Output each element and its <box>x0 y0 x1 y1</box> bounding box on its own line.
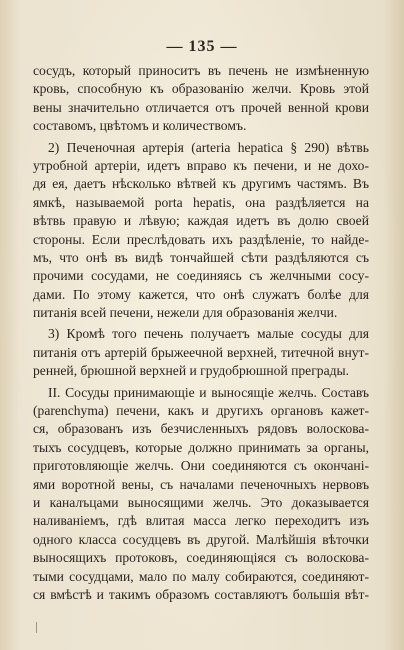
text-line: питанія всей печени, нежели для образованія желчи. <box>33 305 338 321</box>
text-line: приготовляющіе желчь. Они соединяются съ окончані- <box>33 458 369 474</box>
text-line: вѣтвь правую и лѣвую; каждая идетъ въ долю своей <box>33 213 369 229</box>
text-line: питанія отъ артерій брыжеечной верхней, титечной внут- <box>33 344 369 360</box>
text-line: ями воротной вены, съ началами печеночныхъ нервовъ <box>33 476 369 492</box>
text-line: выносящихъ протоковъ, соединяющіяся съ волоскова- <box>33 550 369 566</box>
text-line: ямкѣ, называемой porta hepatis, она раздѣляется на <box>33 194 369 210</box>
text-line: вены значительно отличается отъ прочей венной крови <box>33 99 369 115</box>
text-line: составомъ, цвѣтомъ и количествомъ. <box>33 118 247 134</box>
text-line: мъ, что онѣ въ видѣ тончайшей сѣти раздѣляются съ <box>33 249 369 265</box>
paragraph-portal-vein-end <box>33 62 369 136</box>
text-line: прочими сосудами, не соединяясь съ желчными сосу- <box>33 268 369 284</box>
text-line: и каналъцами выносящими желчь. Это доказывается <box>33 494 369 510</box>
text-line: кровь, способную къ образованію желчи. Кровь этой <box>33 81 369 97</box>
text-line: II. Сосуды принимающіе и выносящіе желчь. Составъ <box>48 384 369 400</box>
paragraph-hepatic-artery <box>33 139 369 323</box>
body-text <box>33 62 369 604</box>
text-line: стороны. Если преслѣдовать ихъ раздѣленіе, то найде- <box>33 231 369 247</box>
text-line: одного класса сосудцевъ въ другой. Малѣйшія вѣточки <box>33 531 369 547</box>
text-line: 2) Печеночная артерія (arteria hepatica § 290) вѣтвь <box>48 139 369 155</box>
margin-mark <box>36 622 37 633</box>
page-number: — 135 — <box>166 38 238 55</box>
text-line: тыми сосудцами, мало по малу собираются, соединяют- <box>33 568 369 584</box>
text-line: утробной артеріи, идетъ вправо къ печени, и не дохо- <box>33 157 369 173</box>
text-line: ся вмѣстѣ и такимъ образомъ составляютъ большія вѣт- <box>33 586 369 602</box>
text-line: наливаніемъ, гдѣ влитая масса легко переходитъ изъ <box>33 513 369 529</box>
text-line: дами. По этому кажется, что онѣ служатъ болѣе для <box>33 286 369 302</box>
text-line: сосудъ, который приноситъ въ печень не измѣненную <box>33 63 369 78</box>
text-line: тыхъ сосудцевъ, которые должно принимать за органы, <box>33 439 369 455</box>
text-line: ся, образованъ изъ безчисленныхъ рядовъ волоскова- <box>33 421 369 437</box>
text-line: (parenchyma) печени, какъ и другихъ органовъ кажет- <box>33 403 369 419</box>
text-line: дя ея, даетъ нѣсколько вѣтвей къ другимъ частямъ. Въ <box>33 176 369 192</box>
text-line: 3) Кромѣ того печень получаетъ малые сосуды для <box>48 326 369 342</box>
paragraph-bile-vessels <box>33 384 369 605</box>
paragraph-small-vessels <box>33 325 369 380</box>
text-line: ренней, брюшной верхней и грудобрюшной преграды. <box>33 363 350 379</box>
